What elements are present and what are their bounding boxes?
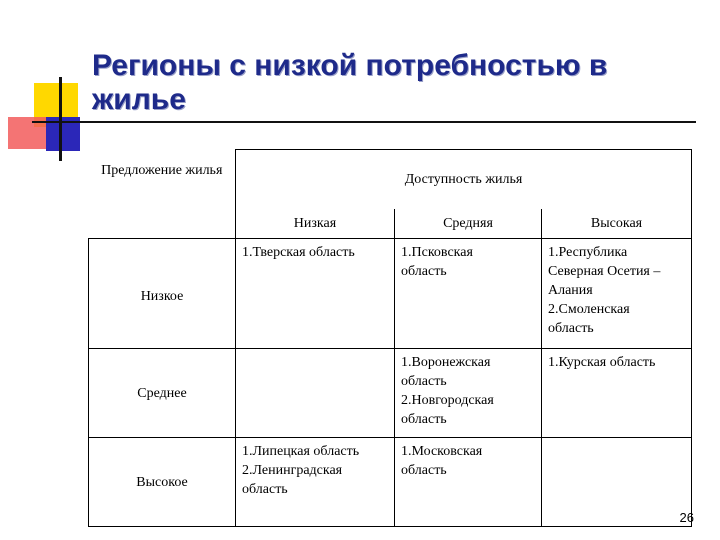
row-label-cell [89,438,236,527]
cell-line: область [401,264,447,279]
cell-line: Алания [548,283,593,298]
column-header: Низкая [293,215,337,231]
row-label-cell [89,349,236,438]
slide-title: Регионы с низкой потребностью в жилье [92,49,608,116]
table-cell [236,349,395,438]
table-cell [542,239,692,349]
table-cell [542,438,692,527]
cell-line: область [401,412,447,427]
column-header: Средняя [443,215,493,231]
table-cell [395,239,542,349]
table-cell [236,438,395,527]
cell-line: Северная Осетия – [548,264,661,279]
column-group-cell [236,150,692,209]
column-header-cell [395,209,542,239]
table-cell [395,438,542,527]
row-header-title: Предложение жилья [101,162,223,178]
page-number: 26 [679,510,694,525]
cell-line: 1.Псковская [401,245,473,260]
table-row [89,438,692,527]
table-body [89,239,692,527]
cell-line: 1.Воронежская [401,355,491,370]
title-underline [32,121,696,123]
cell-line: 2.Новгородская [401,393,494,408]
column-header-cell [236,209,395,239]
table-row [89,349,692,438]
row-header-title-cell [89,150,236,239]
row-label-cell [89,239,236,349]
table-cell [395,349,542,438]
row-label: Низкое [140,289,184,304]
cell-line: 1.Курская область [548,355,656,370]
column-header: Высокая [590,215,643,231]
decor-vertical-line [59,77,62,161]
cell-line: 1.Тверская область [242,245,355,260]
table-row [89,239,692,349]
housing-demand-table [88,149,692,527]
cell-line: 1.Республика [548,245,628,260]
cell-line: 1.Липецкая область [242,444,360,459]
cell-line: 2.Смоленская [548,302,630,317]
cell-line: область [401,374,447,389]
cell-line: 2.Ленинградская [242,463,343,478]
cell-line: область [401,463,447,478]
column-header-cell [542,209,692,239]
row-label: Среднее [137,385,187,401]
cell-line: область [548,321,594,336]
cell-line: область [242,482,288,497]
row-label: Высокое [136,474,188,490]
cell-line: 1.Московская [401,444,483,459]
table-cell [542,349,692,438]
column-group-title: Доступность жилья [404,171,523,187]
table-cell [236,239,395,349]
